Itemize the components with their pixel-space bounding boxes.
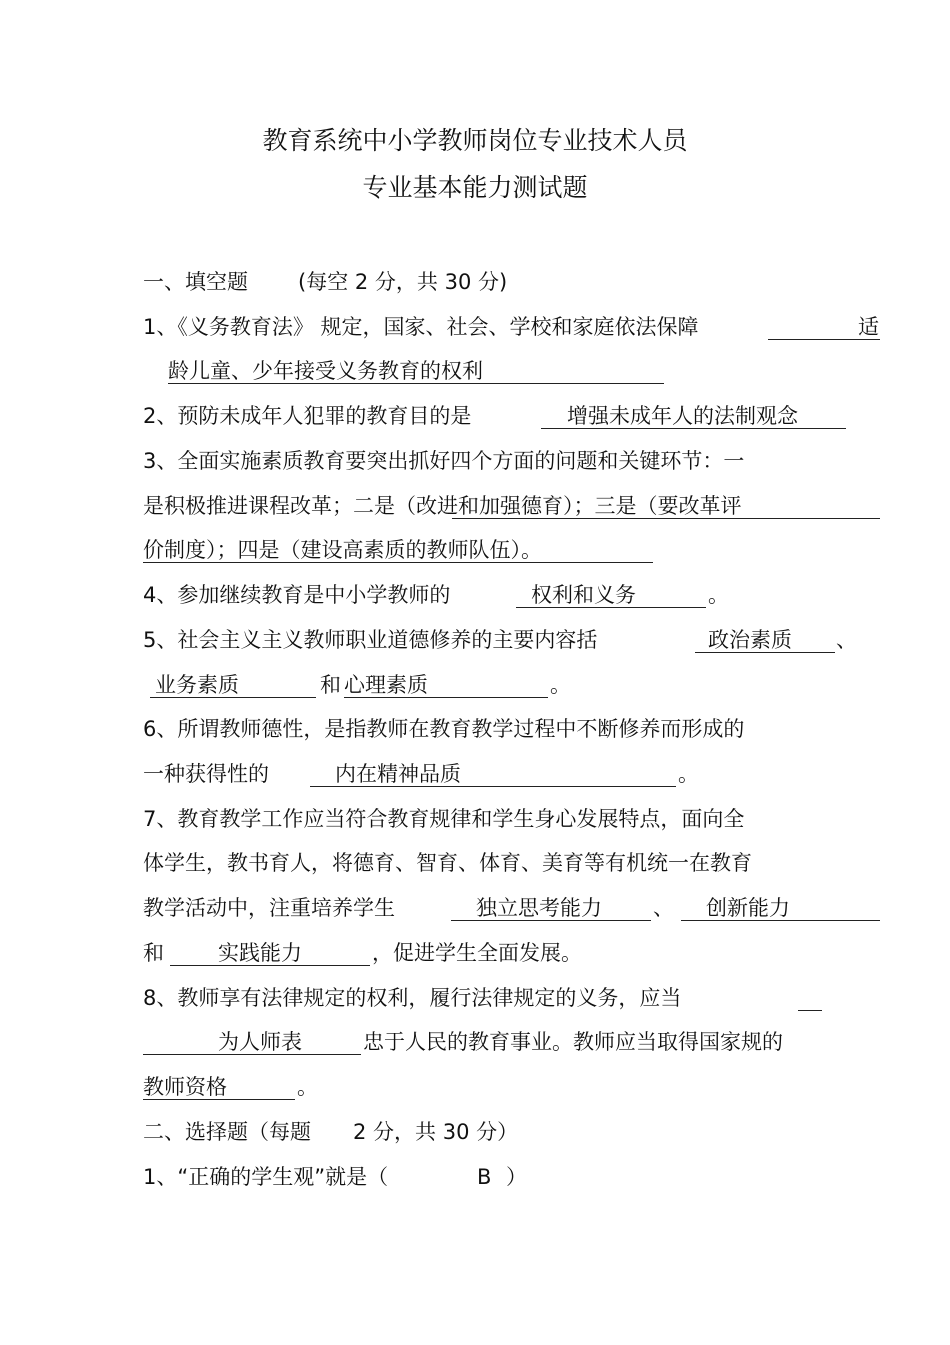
answer-blank-underline <box>168 383 664 384</box>
question-5-answer-a: 政治素质 <box>708 628 792 652</box>
answer-blank-underline <box>344 697 548 698</box>
answer-blank-underline <box>170 965 370 966</box>
question-7-answer-a: 独立思考能力 <box>476 896 602 920</box>
answer-blank-underline <box>695 652 835 653</box>
question-2-text: 2、预防未成年人犯罪的教育目的是 <box>143 404 472 428</box>
choice-question-1-close: ） <box>506 1165 527 1189</box>
question-7-line-3: 教学活动中，注重培养学生 <box>143 896 395 920</box>
question-7-and: 和 <box>143 941 164 965</box>
question-7-line-2: 体学生，教书育人，将德育、智育、体育、美育等有机统一在教育 <box>143 851 752 875</box>
question-6-suffix: 。 <box>678 762 699 786</box>
document-title: 教育系统中小学教师岗位专业技术人员 <box>262 126 688 155</box>
question-8-answer-b: 教师资格 <box>143 1075 227 1099</box>
question-6-line-1: 6、所谓教师德性，是指教师在教育教学过程中不断修养而形成的 <box>143 717 745 741</box>
answer-blank-underline <box>541 428 846 429</box>
answer-blank-underline <box>143 562 653 563</box>
answer-blank-underline <box>150 697 316 698</box>
question-3-line-1: 3、全面实施素质教育要突出抓好四个方面的问题和关键环节：一 <box>143 449 745 473</box>
question-5-separator: 、 <box>836 628 857 652</box>
question-4-answer: 权利和义务 <box>531 583 636 607</box>
answer-blank-underline <box>310 786 676 787</box>
question-4-suffix: 。 <box>708 583 729 607</box>
question-4-text: 4、参加继续教育是中小学教师的 <box>143 583 451 607</box>
question-2-answer: 增强未成年人的法制观念 <box>567 404 798 428</box>
answer-blank-underline <box>452 518 880 519</box>
section-heading-multiple-choice: 二、选择题（每题 <box>143 1120 311 1144</box>
question-7-answer-c: 实践能力 <box>218 941 302 965</box>
answer-blank-underline <box>681 920 880 921</box>
answer-blank-underline <box>143 1099 295 1100</box>
section-heading-fill-in: 一、填空题 <box>143 270 248 294</box>
question-5-answer-b: 业务素质 <box>155 673 239 697</box>
question-8-answer-a: 为人师表 <box>218 1030 302 1054</box>
question-5-text: 5、社会主义主义教师职业道德修养的主要内容括 <box>143 628 598 652</box>
question-6-text: 一种获得性的 <box>143 762 269 786</box>
choice-question-1-text: 1、“正确的学生观”就是（ <box>143 1165 389 1189</box>
question-1-answer-start: 适 <box>858 315 879 339</box>
answer-blank-underline <box>451 920 651 921</box>
answer-blank-underline <box>143 1054 361 1055</box>
question-7-answer-b: 创新能力 <box>706 896 790 920</box>
answer-blank-underline <box>516 607 706 608</box>
question-7-separator: 、 <box>653 896 674 920</box>
document-subtitle: 专业基本能力测试题 <box>362 173 588 202</box>
question-8-suffix: 。 <box>297 1075 318 1099</box>
choice-question-1-answer: B <box>477 1165 492 1189</box>
question-3-line-3: 价制度）；四是（建设高素质的教师队伍）。 <box>143 538 542 562</box>
question-7-suffix: ，促进学生全面发展。 <box>372 941 582 965</box>
answer-blank-underline <box>798 1010 822 1011</box>
question-1-text: 1、《义务教育法》 规定，国家、社会、学校和家庭依法保障 <box>143 315 699 339</box>
question-1-answer-cont: 龄儿童、少年接受义务教育的权利 <box>168 359 483 383</box>
question-8-middle: 忠于人民的教育事业。教师应当取得国家规的 <box>363 1030 783 1054</box>
section-score: (每空 2 分，共 30 分) <box>298 270 508 294</box>
section-score: 2 分，共 30 分） <box>353 1120 519 1144</box>
question-3-line-2: 是积极推进课程改革；二是（改进和加强德育）；三是（要改革评 <box>143 494 742 518</box>
question-5-and: 和 <box>320 673 341 697</box>
question-6-answer: 内在精神品质 <box>335 762 461 786</box>
question-8-text: 8、教师享有法律规定的权利，履行法律规定的义务，应当 <box>143 986 682 1010</box>
question-7-line-1: 7、教育教学工作应当符合教育规律和学生身心发展特点，面向全 <box>143 807 745 831</box>
question-5-suffix: 。 <box>550 673 571 697</box>
question-5-answer-c: 心理素质 <box>344 673 428 697</box>
